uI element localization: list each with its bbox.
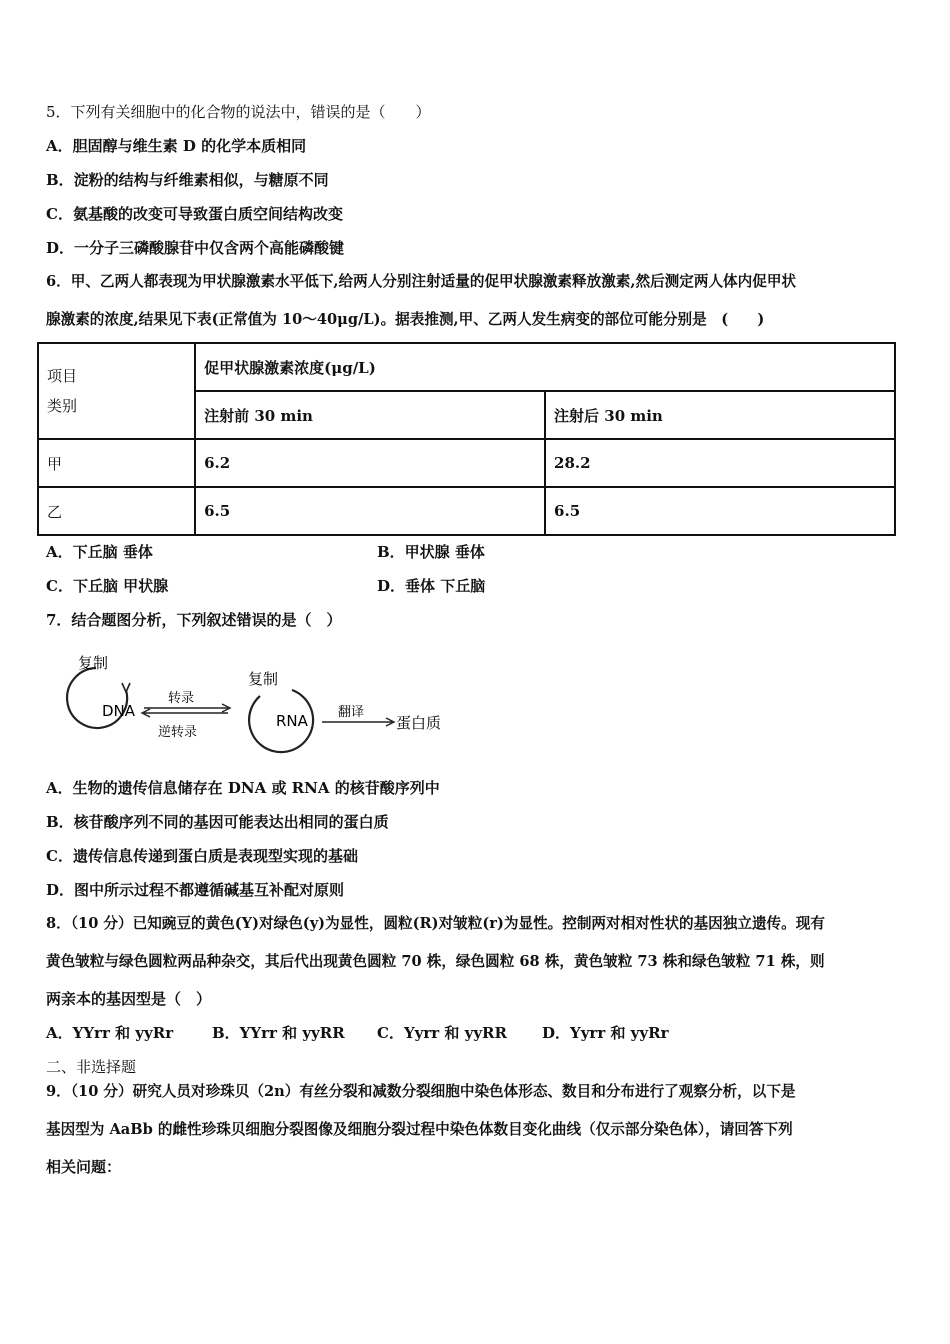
translate-label: 翻译	[338, 705, 365, 720]
q6-stem-line1: 6．甲、乙两人都表现为甲状腺激素水平低下,给两人分别注射适量的促甲状腺激素释放激素,然后测定两人体内促甲状	[46, 273, 797, 290]
q8-stem-line2: 黄色皱粒与绿色圆粒两品种杂交，其后代出现黄色圆粒 70 株，绿色圆粒 68 株，黄色皱粒 73 株和绿色皱粒 71 株，则	[46, 953, 825, 970]
q6-option-b: B．甲状腺 垂体	[377, 543, 485, 561]
q5-option-b: B．淀粉的结构与纤维素相似，与糖原不同	[46, 171, 329, 189]
table-corner-cell	[38, 343, 195, 439]
protein-label: 蛋白质	[396, 714, 442, 732]
table-group-header: 促甲状腺激素浓度(μg/L)	[195, 343, 895, 391]
central-dogma-diagram	[60, 650, 460, 755]
q6-stem-line2: 腺激素的浓度,结果见下表(正常值为 10～40μg/L)。据表推测,甲、乙两人发生病变的部位可能分别是 ( )	[46, 311, 765, 328]
table-corner-bottom: 类别	[47, 397, 78, 415]
table-col-after: 注射后 30 min	[545, 391, 895, 439]
rna-label: RNA	[276, 712, 308, 730]
replicate-label-2: 复制	[248, 670, 279, 688]
table-row-label: 乙	[38, 487, 195, 535]
q5-stem: 5．下列有关细胞中的化合物的说法中，错误的是（ ）	[46, 103, 431, 121]
q9-stem-line1: 9．（10 分）研究人员对珍珠贝（2n）有丝分裂和减数分裂细胞中染色体形态、数目和分布进行了观察分析，以下是	[46, 1083, 796, 1100]
table-col-before: 注射前 30 min	[195, 391, 545, 439]
q8-stem-line3: 两亲本的基因型是（ ）	[46, 990, 212, 1008]
hormone-table	[37, 342, 896, 536]
q8-option-d: D．Yyrr 和 yyRr	[542, 1024, 669, 1042]
q5-option-a: A．胆固醇与维生素 D 的化学本质相同	[46, 137, 307, 155]
table-row	[38, 487, 895, 535]
q9-stem-line2: 基因型为 AaBb 的雌性珍珠贝细胞分裂图像及细胞分裂过程中染色体数目变化曲线（仅示部分染色体），请回答下列	[46, 1121, 793, 1138]
q5-option-c: C．氨基酸的改变可导致蛋白质空间结构改变	[46, 205, 343, 223]
replicate-label-1: 复制	[78, 654, 109, 672]
section-heading: 二、非选择题	[46, 1058, 137, 1076]
dna-replication-arrowhead	[122, 683, 130, 692]
q8-option-b: B．YYrr 和 yyRR	[212, 1024, 345, 1042]
q8-option-c: C．Yyrr 和 yyRR	[377, 1024, 507, 1042]
table-cell-before: 6.5	[195, 487, 545, 535]
q6-option-a: A．下丘脑 垂体	[46, 543, 153, 561]
q9-stem-line3: 相关问题：	[46, 1158, 122, 1176]
transcribe-label: 转录	[168, 691, 195, 706]
q7-option-d: D．图中所示过程不都遵循碱基互补配对原则	[46, 881, 345, 899]
table-corner-top: 项目	[47, 367, 78, 385]
table-row	[38, 439, 895, 487]
dna-label: DNA	[102, 702, 136, 720]
q5-option-d: D．一分子三磷酸腺苷中仅含两个高能磷酸键	[46, 239, 345, 257]
q7-stem: 7．结合题图分析，下列叙述错误的是（ ）	[46, 611, 342, 629]
q7-option-a: A．生物的遗传信息储存在 DNA 或 RNA 的核苷酸序列中	[46, 779, 440, 797]
reverse-transcribe-label: 逆转录	[158, 725, 198, 740]
table-row-label: 甲	[38, 439, 195, 487]
q8-stem-line1: 8．（10 分）已知豌豆的黄色(Y)对绿色(y)为显性，圆粒(R)对皱粒(r)为显性。控制两对相对性状的基因独立遗传。现有	[46, 915, 825, 932]
q6-option-c: C．下丘脑 甲状腺	[46, 577, 169, 595]
table-cell-after: 28.2	[545, 439, 895, 487]
q8-option-a: A．YYrr 和 yyRr	[46, 1024, 174, 1042]
table-cell-before: 6.2	[195, 439, 545, 487]
q6-option-d: D．垂体 下丘脑	[377, 577, 486, 595]
table-cell-after: 6.5	[545, 487, 895, 535]
q7-option-c: C．遗传信息传递到蛋白质是表现型实现的基础	[46, 847, 358, 865]
q7-option-b: B．核苷酸序列不同的基因可能表达出相同的蛋白质	[46, 813, 389, 831]
